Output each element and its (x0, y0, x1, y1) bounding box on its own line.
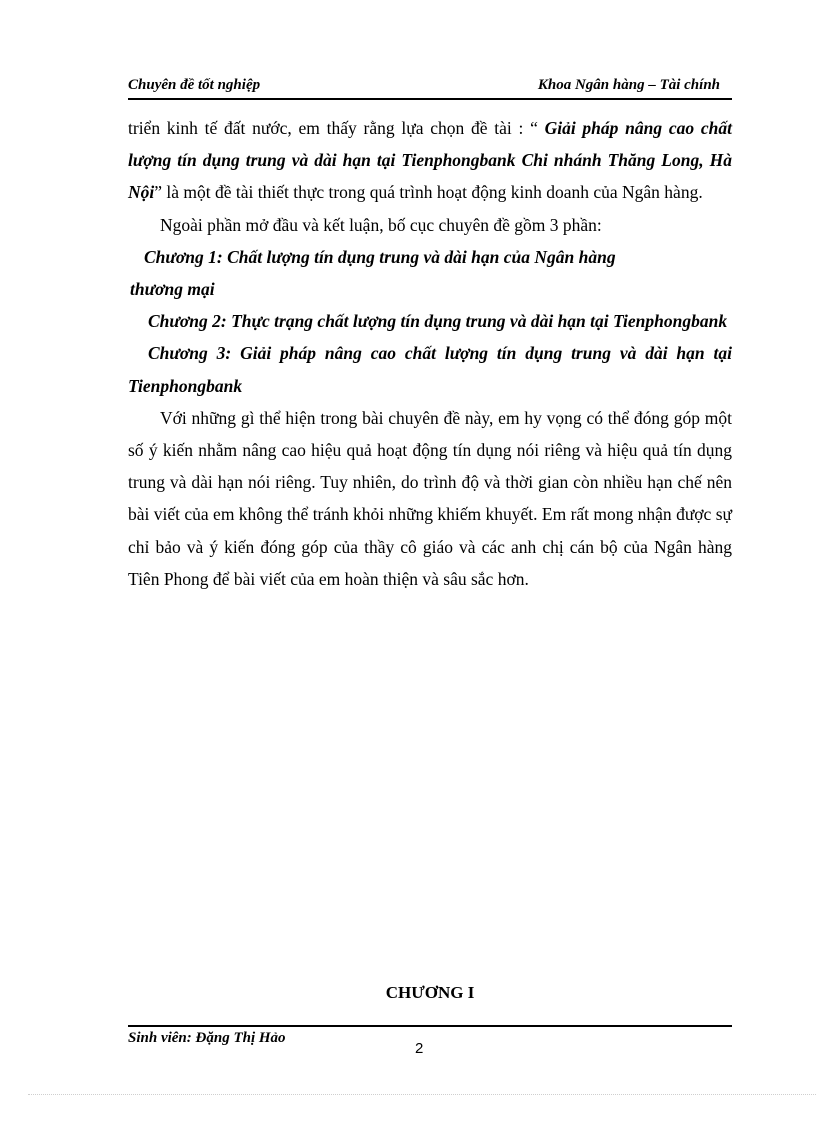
paragraph-intro-text-b: ” là một đề tài thiết thực trong quá trình hoạt động kinh doanh của Ngân hàng. (154, 182, 703, 203)
page-number: 2 (415, 1040, 424, 1057)
page-bottom-edge (28, 1094, 816, 1095)
chapter-2-title: Chương 2: Thực trạng chất lượng tín dụng trung và dài hạn tại Tienphongbank (148, 311, 728, 332)
paragraph-conclusion: Với những gì thể hiện trong bài chuyên đề này, em hy vọng có thể đóng góp một số ý kiến nhằm nâng cao hiệu quả hoạt động tín dụng nói riêng và hiệu quả tín dụng trung và dài hạn nói riêng. Tuy nhiên, do trình độ và thời gian còn nhiều hạn chế nên bài viết của em không thể tránh khỏi những khiếm khuyết. Em rất mong nhận được sự chỉ bảo và ý kiến đóng góp của thầy cô giáo và các anh chị cán bộ của Ngân hàng Tiên Phong để bài viết của em hoàn thiện và sâu sắc hơn. (128, 407, 732, 589)
paragraph-intro-text-a: triển kinh tế đất nước, em thấy rằng lựa chọn đề tài : “ (128, 118, 545, 138)
chapter-1-line-a: Chương 1: Chất lượng tín dụng trung và dài hạn của Ngân hàng (144, 246, 616, 267)
thesis-title: Giải pháp nâng cao chất lượng tín dụng trung và dài hạn tại Tienphongbank Chi nhánh Thăng Long, Hà Nội (128, 118, 732, 203)
page-body (128, 112, 732, 595)
chapter-1-line-b: thương mại (130, 279, 215, 300)
chapter-3-title: Chương 3: Giải pháp nâng cao chất lượng tín dụng trung và dài hạn tại Tienphongbank (128, 343, 732, 396)
header-left-title: Chuyên đề tốt nghiệp (128, 77, 261, 93)
paragraph-structure: Ngoài phần mở đầu và kết luận, bố cục chuyên đề gồm 3 phần: (160, 214, 602, 235)
header-right-title: Khoa Ngân hàng – Tài chính (537, 77, 720, 93)
paragraph-intro (128, 112, 732, 209)
footer-divider (128, 1025, 732, 1027)
footer-student-name: Sinh viên: Đặng Thị Hảo (128, 1030, 286, 1046)
chapter-heading: CHƯƠNG I (385, 983, 475, 1002)
page-header (128, 76, 732, 100)
